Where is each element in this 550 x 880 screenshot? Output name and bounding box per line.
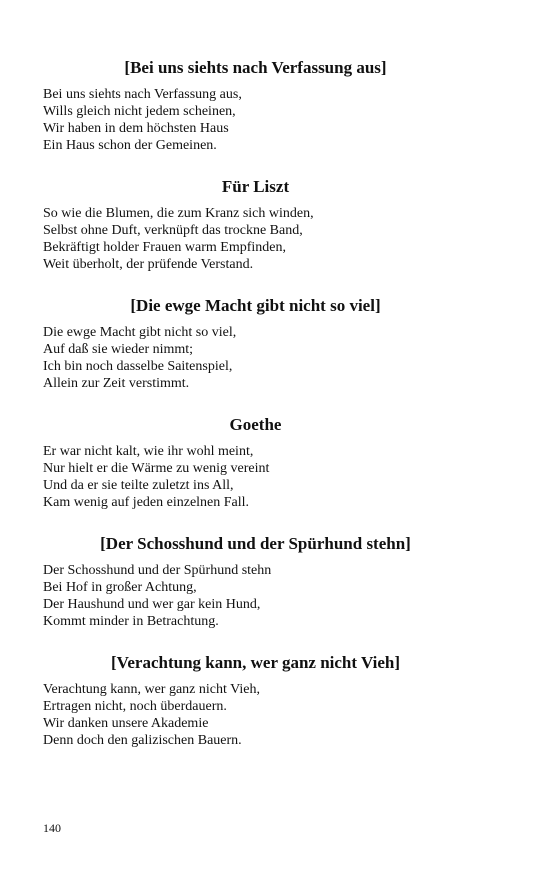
poem-line: Er war nicht kalt, wie ihr wohl meint, <box>43 444 254 459</box>
page-body <box>43 57 468 771</box>
poem-title: [Verachtung kann, wer ganz nicht Vieh] <box>110 653 401 672</box>
poem-line: Ich bin noch dasselbe Saitenspiel, <box>43 359 233 374</box>
poem-title: [Der Schosshund und der Spürhund stehn] <box>100 534 411 553</box>
poem-line: Der Haushund und wer gar kein Hund, <box>43 597 261 612</box>
poem-schosshund <box>43 533 468 630</box>
poem-line: Bei Hof in großer Achtung, <box>43 580 197 595</box>
poem-fuer-liszt <box>43 176 468 273</box>
poem-stanza <box>43 86 468 154</box>
poem-title: Goethe <box>229 415 282 434</box>
poem-line: Wir danken unsere Akademie <box>43 716 209 731</box>
poem-line: Und da er sie teilte zuletzt ins All, <box>43 478 234 493</box>
poem-line: Bekräftigt holder Frauen warm Empfinden, <box>43 240 286 255</box>
poem-stanza <box>43 205 468 273</box>
poem-verfassung <box>43 57 468 154</box>
poem-line: Auf daß sie wieder nimmt; <box>43 342 194 357</box>
poem-line: Nur hielt er die Wärme zu wenig vereint <box>43 461 270 476</box>
poem-stanza <box>43 681 468 749</box>
poem-line: Wir haben in dem höchsten Haus <box>43 121 229 136</box>
poem-line: Ertragen nicht, noch überdauern. <box>43 699 227 714</box>
poem-line: So wie die Blumen, die zum Kranz sich winden, <box>43 206 314 221</box>
poem-line: Kam wenig auf jeden einzelnen Fall. <box>43 495 250 510</box>
poem-line: Verachtung kann, wer ganz nicht Vieh, <box>43 682 260 697</box>
poem-line: Allein zur Zeit verstimmt. <box>43 376 190 391</box>
poem-line: Selbst ohne Duft, verknüpft das trockne Band, <box>43 223 303 238</box>
poem-line: Wills gleich nicht jedem scheinen, <box>43 104 236 119</box>
poem-stanza <box>43 562 468 630</box>
poem-line: Denn doch den galizischen Bauern. <box>43 733 242 748</box>
poem-line: Kommt minder in Betrachtung. <box>43 614 219 629</box>
poem-stanza <box>43 443 468 511</box>
poem-title: [Bei uns siehts nach Verfassung aus] <box>124 58 387 77</box>
page-number: 140 <box>43 821 61 835</box>
poem-verachtung <box>43 652 468 749</box>
poem-title: Für Liszt <box>221 177 290 196</box>
poem-stanza <box>43 324 468 392</box>
poem-title: [Die ewge Macht gibt nicht so viel] <box>130 296 381 315</box>
poem-line: Bei uns siehts nach Verfassung aus, <box>43 87 242 102</box>
poem-line: Die ewge Macht gibt nicht so viel, <box>43 325 237 340</box>
poem-line: Der Schosshund und der Spürhund stehn <box>43 563 272 578</box>
poem-line: Ein Haus schon der Gemeinen. <box>43 138 217 153</box>
poem-ewge-macht <box>43 295 468 392</box>
poem-goethe <box>43 414 468 511</box>
poem-line: Weit überholt, der prüfende Verstand. <box>43 257 254 272</box>
